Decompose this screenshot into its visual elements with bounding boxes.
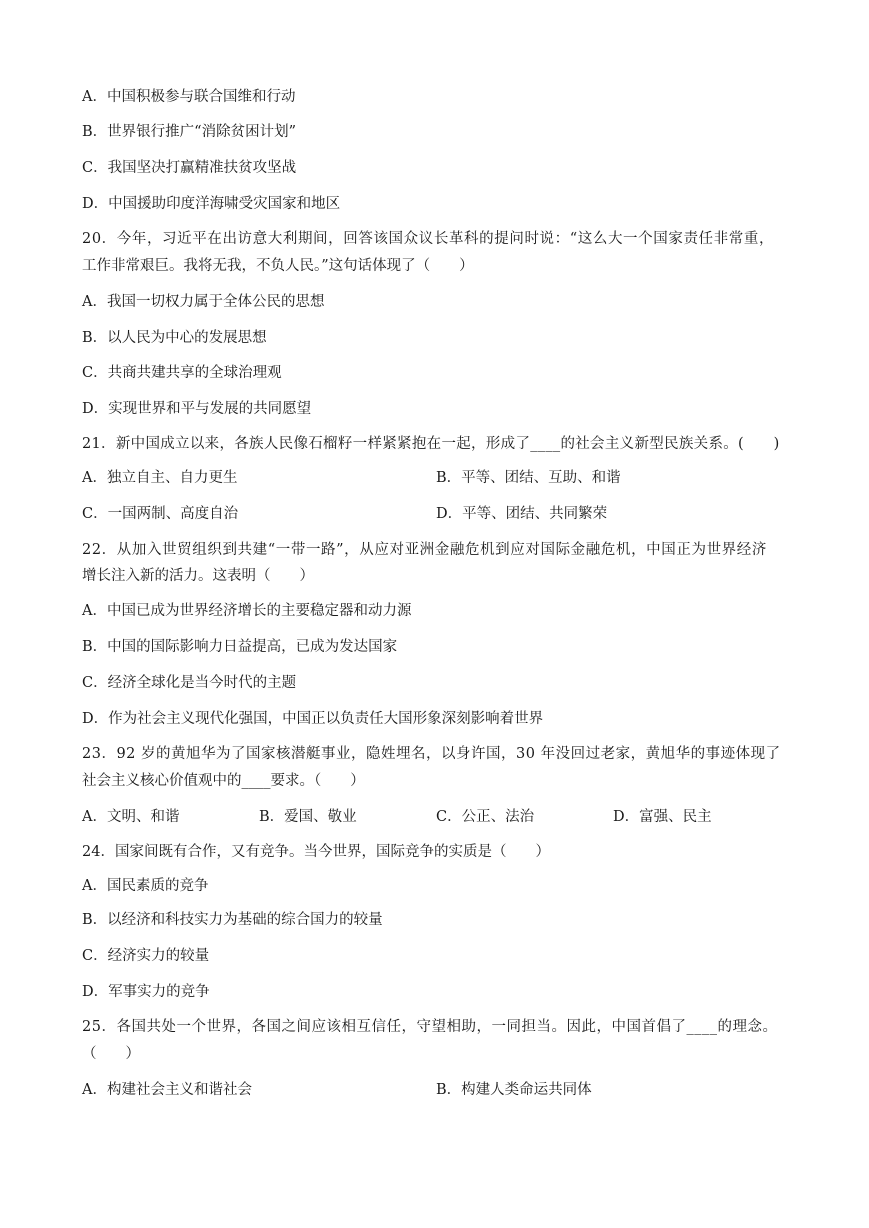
q21-option-d: D．平等、团结、共同繁荣 (436, 506, 608, 522)
q20-stem-line2: 工作非常艰巨。我将无我，不负人民。”这句话体现了（ ） (82, 258, 474, 274)
q23-option-b: B．爱国、敬业 (259, 809, 357, 825)
q21-option-b: B．平等、团结、互助、和谐 (436, 470, 621, 486)
q21-option-c: C．一国两制、高度自治 (82, 506, 239, 522)
q25-option-a: A．构建社会主义和谐社会 (82, 1082, 252, 1098)
q19-option-c: C．我国坚决打赢精准扶贫攻坚战 (82, 160, 297, 176)
q19-option-b: B．世界银行推广“消除贫困计划” (82, 124, 296, 140)
q24-option-a: A．国民素质的竞争 (82, 878, 209, 894)
q22-option-d: D．作为社会主义现代化强国，中国正以负责任大国形象深刻影响着世界 (82, 711, 544, 727)
q23-stem-line2: 社会主义核心价值观中的____要求。（ ） (82, 773, 365, 789)
q23-option-d: D．富强、民主 (613, 809, 712, 825)
q22-option-a: A．中国已成为世界经济增长的主要稳定器和动力源 (82, 603, 412, 619)
q22-stem-line2: 增长注入新的活力。这表明（ ） (82, 568, 314, 584)
q20-stem-line1: 20．今年，习近平在出访意大利期间，回答该国众议长革科的提问时说：“这么大一个国家责任非常重， (82, 231, 775, 247)
q24-option-b: B．以经济和科技实力为基础的综合国力的较量 (82, 912, 383, 928)
q20-option-d: D．实现世界和平与发展的共同愿望 (82, 401, 312, 417)
q21-option-a: A．独立自主、自力更生 (82, 470, 238, 486)
q23-stem-line1: 23．92 岁的黄旭华为了国家核潜艇事业，隐姓埋名，以身许国，30 年没回过老家，黄旭华的事迹体现了 (82, 746, 781, 762)
q19-option-d: D．中国援助印度洋海啸受灾国家和地区 (82, 196, 341, 212)
q22-stem-line1: 22．从加入世贸组织到共建“一带一路”，从应对亚洲金融危机到应对国际金融危机，中国正为世界经济 (82, 542, 767, 558)
q24-option-c: C．经济实力的较量 (82, 948, 210, 964)
q20-option-a: A．我国一切权力属于全体公民的思想 (82, 294, 325, 310)
q25-stem-line2: （ ） (82, 1046, 140, 1062)
q19-option-a: A．中国积极参与联合国维和行动 (82, 89, 296, 105)
q21-stem: 21．新中国成立以来，各族人民像石榴籽一样紧紧抱在一起，形成了____的社会主义新型民族关系。( ) (82, 436, 780, 452)
q20-option-c: C．共商共建共享的全球治理观 (82, 365, 282, 381)
q25-stem-line1: 25．各国共处一个世界，各国之间应该相互信任，守望相助，一同担当。因此，中国首倡了____的理念。 (82, 1019, 778, 1035)
q23-option-a: A．文明、和谐 (82, 809, 180, 825)
q24-option-d: D．军事实力的竞争 (82, 984, 210, 1000)
q23-option-c: C．公正、法治 (436, 809, 535, 825)
q25-option-b: B．构建人类命运共同体 (436, 1082, 592, 1098)
q22-option-c: C．经济全球化是当今时代的主题 (82, 675, 297, 691)
q22-option-b: B．中国的国际影响力日益提高，已成为发达国家 (82, 639, 398, 655)
q24-stem: 24．国家间既有合作，又有竞争。当今世界，国际竞争的实质是（ ） (82, 844, 550, 860)
q20-option-b: B．以人民为中心的发展思想 (82, 330, 267, 346)
